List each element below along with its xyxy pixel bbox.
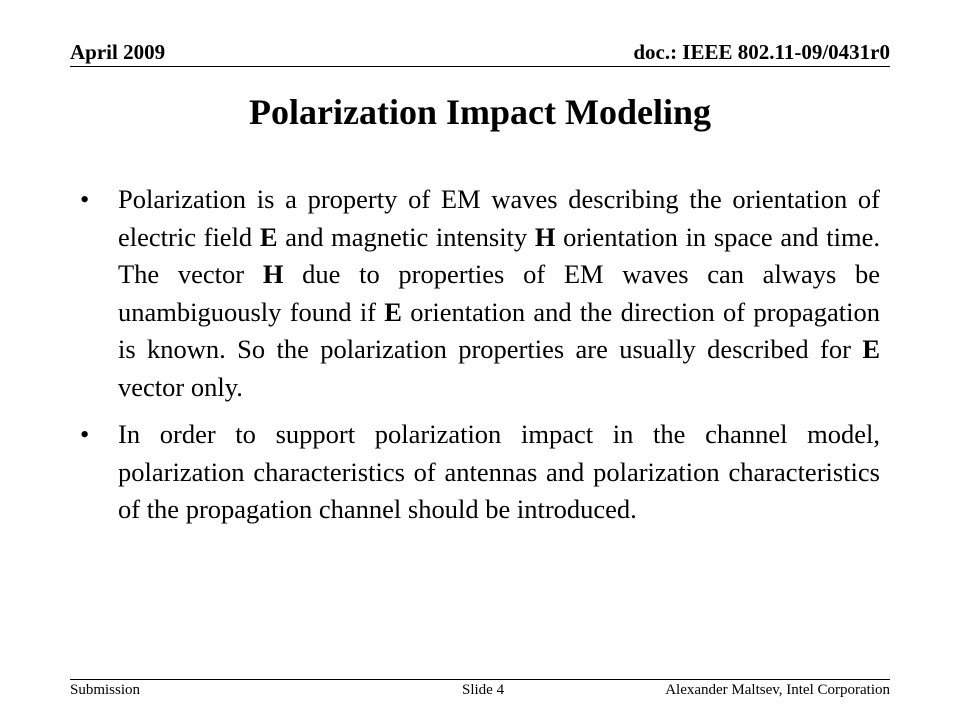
vector-e: E: [259, 221, 278, 252]
slide-title: Polarization Impact Modeling: [249, 92, 711, 132]
header-date: April 2009: [70, 40, 166, 64]
bullet-text: In order to support polarization impact in the channel model, polarization characteristics of antennas and polarization characteristics of the propagation channel should be introduced.: [118, 419, 880, 524]
text-segment: orientation in space and time. The vector: [118, 221, 880, 289]
text-segment: due to properties of EM waves can always be unambiguously found if: [118, 259, 880, 327]
bullet-icon: •: [80, 419, 90, 449]
footer-divider: [70, 679, 890, 680]
text-segment: Polarization is a property of EM waves describing the orientation of electric field: [118, 184, 880, 252]
bullet-item-channel-model-support: [80, 416, 880, 529]
text-segment: vector only.: [118, 371, 243, 402]
vector-e: E: [384, 296, 402, 327]
text-segment: and magnetic intensity: [277, 221, 535, 252]
header-divider: [70, 66, 890, 67]
bullet-list: [80, 181, 880, 529]
vector-h: H: [534, 221, 556, 252]
bullet-text: [118, 181, 880, 406]
footer-slide-number: Slide 4: [462, 682, 505, 698]
footer-submission: Submission: [70, 682, 141, 698]
text-segment: orientation and the direction of propagation is known. So the polarization properties are usually described for: [118, 296, 880, 364]
bullet-item-polarization-definition: [80, 181, 880, 406]
footer-author: Alexander Maltsev, Intel Corporation: [665, 682, 890, 698]
header-doc-id: doc.: IEEE 802.11-09/0431r0: [633, 40, 890, 64]
vector-h: H: [262, 259, 284, 289]
vector-e: E: [862, 334, 880, 364]
bullet-icon: •: [80, 184, 90, 214]
